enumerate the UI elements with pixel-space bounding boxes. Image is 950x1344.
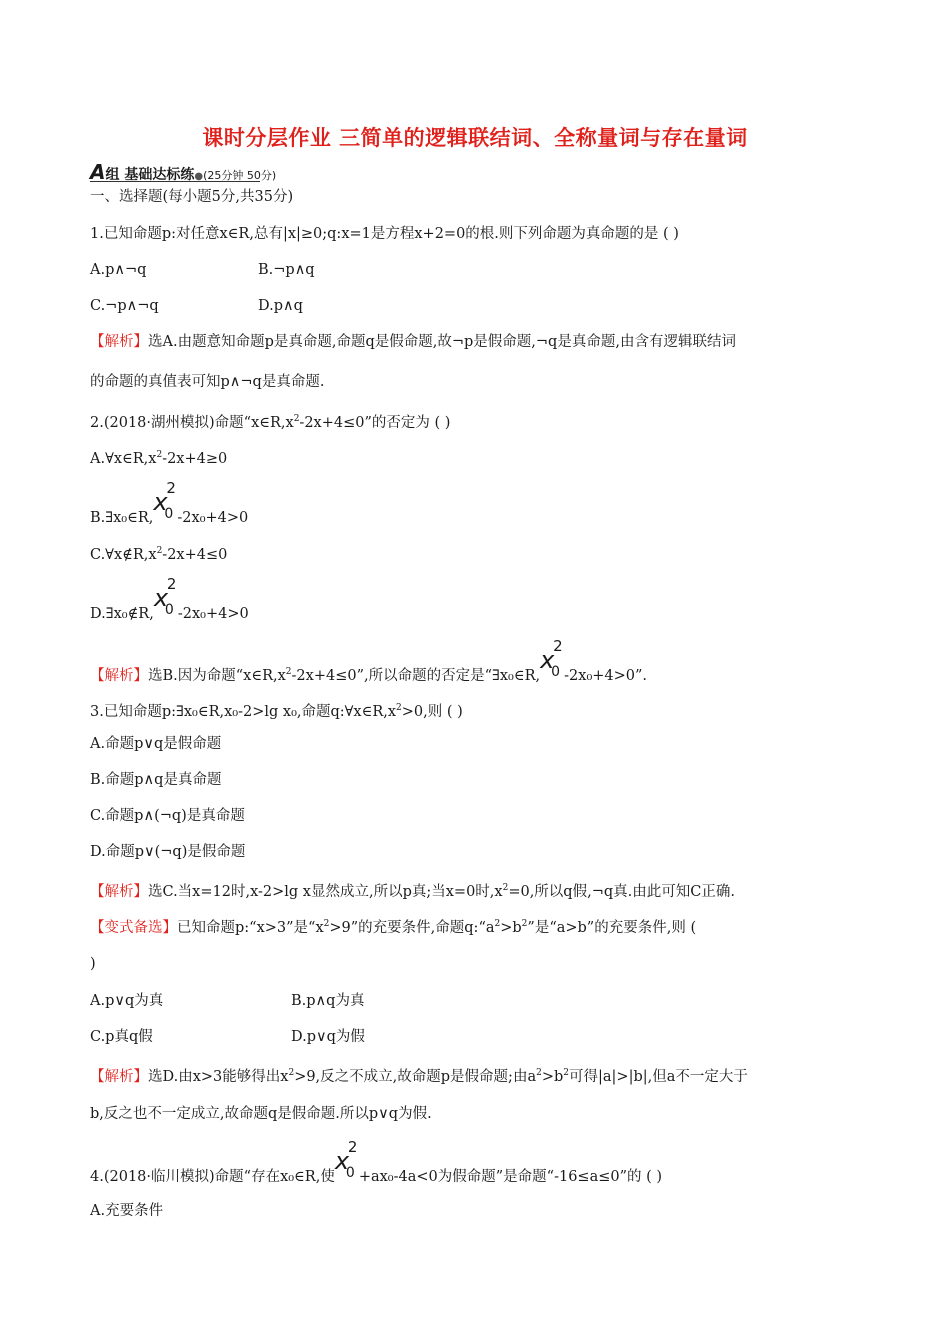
variant-answer-line2: b,反之也不一定成立,故命题q是假命题.所以p∨q为假. — [90, 1106, 432, 1122]
q1-stem: 1.已知命题p:对任意x∈R,总有|x|≥0;q:x=1是方程x+2=0的根.则下列命题为真命题的是 ( ) — [90, 226, 679, 242]
group-name: 组 基础达标练 — [105, 167, 195, 183]
page-title: 课时分层作业 三简单的逻辑联结词、全称量词与存在量词 — [202, 126, 748, 150]
variant-option-a: A.p∨q为真 — [90, 993, 164, 1009]
q3-option-a: A.命题p∨q是假命题 — [90, 736, 222, 752]
q3-option-c: C.命题p∧(¬q)是真命题 — [90, 808, 245, 824]
variant-stem: 【变式备选】已知命题p:“x>3”是“$x^2>9$”的充要条件,命题$q:“a^2>b^2$”是“a>b”的充要条件,则 ( — [90, 919, 697, 936]
q1-answer-text: 选A.由题意知命题p是真命题,命题q是假命题,故¬p是假命题,¬q是真命题,由含有逻辑联结词 — [148, 334, 736, 350]
group-letter: A — [90, 160, 106, 184]
q3-answer: 【解析】选C.当x=12时,x-2>lg x显然成立,所以p真;当x=0时$,x^2=0$,所以q假,¬q真.由此可知C正确. — [90, 883, 735, 900]
q2-stem: 2.(2018·湖州模拟)命题“$x\in R,x^2-2x+4\le 0$”的否定为 ( ) — [90, 414, 451, 431]
q2-answer: 【解析】选B.因为命题“$x\in R,x^2-2x+4\le 0$”,所以命题的否定是“∃x₀∈R, x 2 0 -2x₀+4>0”. — [90, 637, 648, 684]
analysis-tag: 【解析】 — [90, 334, 148, 350]
group-time: (25分钟 50分) — [203, 169, 277, 182]
q1-option-b: B.¬p∧q — [258, 262, 315, 278]
q1-option-a: A.p∧¬q — [90, 262, 147, 278]
analysis-tag: 【解析】 — [90, 884, 148, 900]
variant-option-c: C.p真q假 — [90, 1029, 153, 1045]
q1-answer-line2: 的命题的真值表可知p∧¬q是真命题. — [90, 374, 325, 390]
x0-squared-formula: x 2 0 — [540, 637, 563, 680]
variant-tag: 【变式备选】 — [90, 920, 177, 936]
q1-answer-line1 — [90, 332, 736, 352]
variant-option-d: D.p∨q为假 — [291, 1029, 365, 1045]
analysis-tag: 【解析】 — [90, 668, 148, 684]
variant-option-b: B.p∧q为真 — [291, 993, 365, 1009]
q2-option-c: $C.\forall x\notin R,x^2-2x+4\le 0$ — [90, 546, 228, 563]
q2-option-a: $A.\forall x\in R,x^2-2x+4\ge 0$ — [90, 450, 228, 467]
q2-option-b: B.∃x₀∈R, x 2 0 -2x₀+4>0 — [90, 479, 249, 526]
x0-squared-formula: x 2 0 — [153, 575, 177, 618]
q3-option-b: B.命题p∧q是真命题 — [90, 772, 222, 788]
q1-option-c: C.¬p∧¬q — [90, 298, 159, 314]
q2-option-d: D.∃x₀∉R, x 2 0 -2x₀+4>0 — [90, 575, 249, 622]
q3-stem: 3.已知命题p:∃x₀∈R,x₀-2>lg x₀,命题$q:\forall x\in R,x^2>0$,则 ( ) — [90, 703, 463, 720]
x0-squared-formula: x 2 0 — [334, 1138, 358, 1181]
group-dot: ● — [194, 171, 204, 182]
q4-stem: 4.(2018·临川模拟)命题“存在x₀∈R,使 x 2 0 +ax₀-4a<0为假命题”是命题“-16≤a≤0”的 ( ) — [90, 1138, 663, 1185]
q1-option-d: D.p∧q — [258, 298, 303, 314]
x0-squared-formula: x 2 0 — [153, 479, 176, 522]
q4-option-a: A.充要条件 — [90, 1203, 164, 1219]
group-underline — [90, 181, 260, 182]
section-heading: 一、选择题(每小题5分,共35分) — [90, 189, 294, 205]
analysis-tag: 【解析】 — [90, 1069, 148, 1085]
q3-option-d: D.命题p∨(¬q)是假命题 — [90, 844, 246, 860]
variant-answer-line1: 【解析】选D.由x>3能够得出$x^2>9$,反之不成立,故命题p是假命题;由$a^2>b^2$可得|a|>|b|,但a不一定大于 — [90, 1068, 748, 1085]
variant-stem-close: ) — [90, 956, 96, 972]
